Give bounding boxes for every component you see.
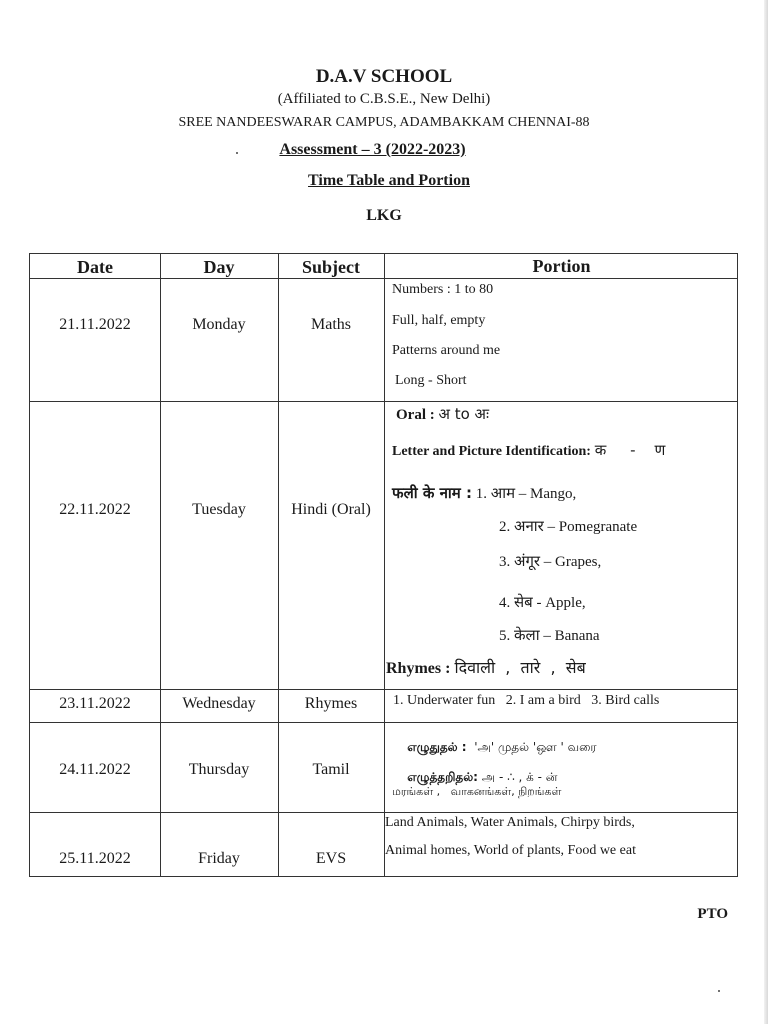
row-divider [30, 722, 737, 723]
hindi-fruit-item: 2. अनार – Pomegranate [499, 519, 638, 535]
row5-portion-line: Land Animals, Water Animals, Chirpy birds, [385, 815, 635, 830]
row1-portion-line: Numbers : 1 to 80 [392, 282, 494, 297]
header-subject: Subject [302, 257, 360, 277]
row1-date: 21.11.2022 [59, 316, 131, 333]
hindi-oral [396, 404, 489, 424]
scan-edge [764, 0, 768, 1024]
row2-date: 22.11.2022 [59, 501, 131, 518]
hindi-oral-text: अ to अः [438, 405, 490, 423]
hindi-rhymes-text: दिवाली , तारे , सेब [454, 658, 586, 677]
hindi-oral-label: Oral : [396, 407, 435, 423]
row-divider [30, 278, 737, 279]
hindi-fruit-item: 5. केला – Banana [499, 628, 600, 644]
timetable-title: Time Table and Portion [308, 172, 470, 189]
hindi-letter-label: Letter and Picture Identification: [392, 444, 591, 459]
row-divider [30, 689, 737, 690]
row3-day: Wednesday [182, 695, 256, 712]
column-divider [278, 254, 279, 876]
affiliation: (Affiliated to C.B.S.E., New Delhi) [277, 91, 491, 107]
row1-portion-line: Full, half, empty [392, 313, 486, 328]
row3-date: 23.11.2022 [59, 695, 131, 712]
row1-portion-line: Patterns around me [392, 343, 501, 358]
hindi-fruit-item: 4. सेब - Apple, [499, 595, 586, 611]
pto-note: PTO [697, 906, 728, 922]
header-day: Day [203, 257, 235, 277]
scan-speck [236, 152, 238, 154]
row1-day: Monday [192, 316, 246, 333]
row2-subject: Hindi (Oral) [291, 501, 371, 518]
hindi-fruit-names [392, 483, 576, 503]
row-divider [30, 401, 737, 402]
tamil-identification-label: எழுத்தறிதல்: [407, 770, 478, 784]
campus-address: SREE NANDEESWARAR CAMPUS, ADAMBAKKAM CHENNAI-88 [178, 115, 590, 130]
row5-date: 25.11.2022 [59, 850, 131, 867]
hindi-fruit-label: फली के नाम : [392, 484, 472, 502]
hindi-rhymes-label: Rhymes : [386, 660, 451, 677]
timetable [29, 253, 738, 877]
school-name: D.A.V SCHOOL [315, 66, 453, 87]
tamil-writing-label: எழுதுதல் : [407, 740, 467, 754]
row-divider [30, 812, 737, 813]
hindi-letter-identification [392, 440, 665, 460]
assessment-title: Assessment – 3 (2022-2023) [279, 141, 466, 158]
tamil-identification-text: அ - ∴ , க் - ன் [477, 770, 558, 784]
hindi-rhymes [386, 656, 586, 678]
column-divider [160, 254, 161, 876]
row1-portion-line: Long - Short [395, 373, 467, 388]
hindi-fruit-item: 1. आम – Mango, [475, 486, 577, 502]
row5-portion-line: Animal homes, World of plants, Food we eat [385, 843, 636, 858]
hindi-letter-text: क - ण [594, 441, 666, 459]
scan-speck [718, 990, 720, 992]
hindi-fruit-item: 3. अंगूर – Grapes, [499, 554, 602, 570]
row4-subject: Tamil [312, 761, 350, 778]
column-divider [384, 254, 385, 876]
tamil-writing-text: 'அ' முதல் 'ஔ ' வரை [466, 740, 597, 754]
class-label: LKG [366, 207, 402, 224]
row4-day: Thursday [188, 761, 250, 778]
header-date: Date [77, 257, 113, 277]
row2-day: Tuesday [192, 501, 246, 518]
header-portion: Portion [532, 256, 591, 276]
tamil-portion-line: மரங்கள் , வாகனங்கள், நிறங்கள் [392, 785, 562, 798]
row5-subject: EVS [315, 850, 347, 867]
row4-date: 24.11.2022 [59, 761, 131, 778]
row5-day: Friday [198, 850, 240, 867]
row3-portion-line: 1. Underwater fun 2. I am a bird 3. Bird calls [393, 693, 660, 708]
row1-subject: Maths [311, 316, 351, 333]
row3-subject: Rhymes [304, 695, 358, 712]
